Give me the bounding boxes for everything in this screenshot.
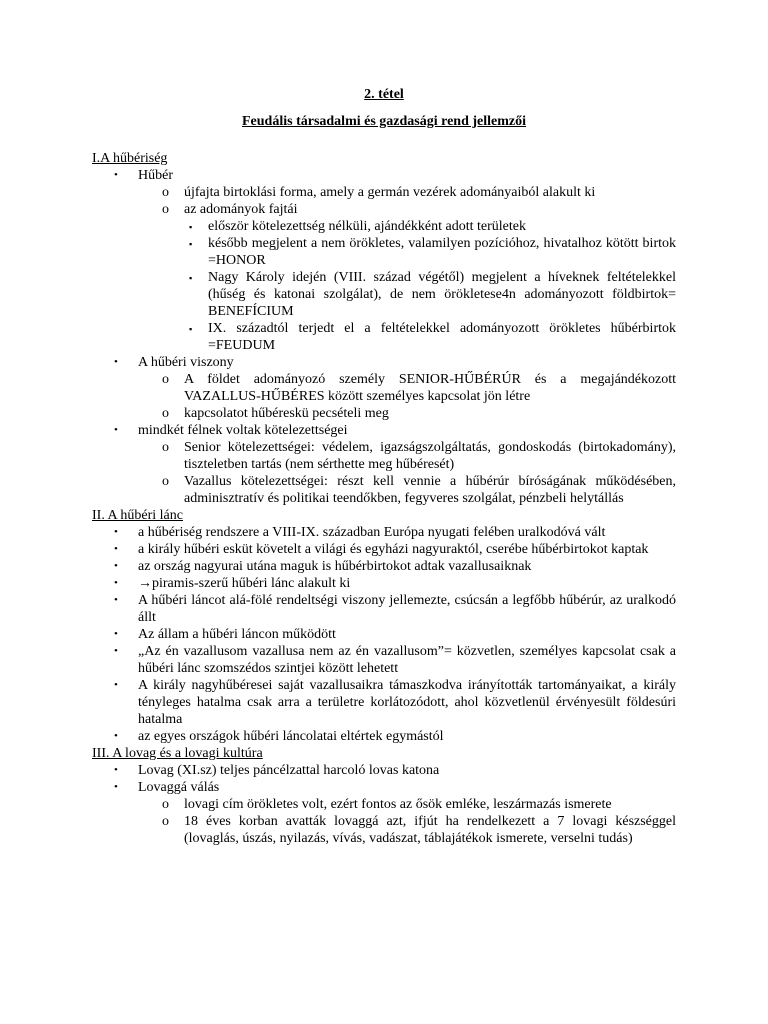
list-item-text: mindkét félnek voltak kötelezettségei: [138, 423, 348, 438]
list-item-text: újfajta birtoklási forma, amely a germán vezérek adományaiból alakult ki: [184, 185, 596, 200]
list-item-text: „Az én vazallusom vazallusa nem az én vazallusom”= közvetlen, személyes kapcsolat csak a hűbéri lánc szomszédos szintjei között lehetett: [138, 644, 676, 676]
list-item-text: az egyes országok hűbéri láncolatai eltértek egymástól: [138, 729, 444, 744]
list-item-text: kapcsolatot hűbéreskü pecsételi meg: [184, 406, 389, 421]
list-item-text: Lovag (XI.sz) teljes páncélzattal harcoló lovas katona: [138, 763, 440, 778]
list-item-text: →piramis-szerű hűbéri lánc alakult ki: [138, 576, 351, 591]
list-item: [92, 320, 676, 354]
bullet-icon: •: [114, 560, 118, 572]
list-item: [92, 728, 676, 745]
list-item-text: az adományok fajtái: [184, 202, 298, 217]
list-item-text: Lovaggá válás: [138, 780, 220, 795]
circle-bullet-icon: o: [162, 406, 169, 421]
list-item: [92, 473, 676, 507]
section-list: [92, 167, 676, 507]
circle-bullet-icon: o: [162, 185, 169, 200]
bullet-icon: •: [114, 594, 118, 606]
list-item: [92, 592, 676, 626]
list-item: [92, 677, 676, 728]
list-item-text: Nagy Károly idején (VIII. század végétől) megjelent a híveknek feltételekkel (hűség és katonai szolgálat), de nem örökletese4n adományozott földbirtok= BENEFÍCIUM: [208, 270, 676, 319]
bullet-icon: •: [114, 526, 118, 538]
list-item-text: Az állam a hűbéri láncon működött: [138, 627, 336, 642]
list-item: [92, 524, 676, 541]
list-item-text: Vazallus kötelezettségei: részt kell vennie a hűbérúr bíróságának működésében, adminisztratív és politikai teendőkben, fegyveres szolgálat, pénzbeli helytállás: [184, 474, 676, 506]
list-item-text: lovagi cím örökletes volt, ezért fontos az ősök emléke, leszármazás ismerete: [184, 797, 612, 812]
circle-bullet-icon: o: [162, 440, 169, 455]
list-item-text: A földet adományozó személy SENIOR-HŰBÉRÚR és a megajándékozott VAZALLUS-HŰBÉRES között személyes kapcsolat jön létre: [184, 372, 676, 404]
list-item: [92, 558, 676, 575]
list-item: [92, 762, 676, 779]
list-item: [92, 354, 676, 371]
square-bullet-icon: ▪: [189, 273, 193, 283]
list-item: [92, 796, 676, 813]
document-subtitle: Feudális társadalmi és gazdasági rend jellemzői: [242, 114, 526, 129]
list-item: [92, 167, 676, 184]
list-item: [92, 201, 676, 218]
bullet-icon: •: [114, 730, 118, 742]
square-bullet-icon: ▪: [189, 239, 193, 249]
section-heading: III. A lovag és a lovagi kultúra: [92, 746, 263, 761]
bullet-icon: •: [114, 356, 118, 368]
list-item-text: később megjelent a nem örökletes, valamilyen pozícióhoz, hivatalhoz kötött birtok =HONOR: [208, 236, 676, 268]
bullet-icon: •: [114, 577, 118, 589]
circle-bullet-icon: o: [162, 202, 169, 217]
list-item-text: A hűbéri viszony: [138, 355, 234, 370]
section-list: [92, 762, 676, 847]
circle-bullet-icon: o: [162, 797, 169, 812]
bullet-icon: •: [114, 424, 118, 436]
list-item-text: a hűbériség rendszere a VIII-IX. században Európa nyugati felében uralkodóvá vált: [138, 525, 606, 540]
bullet-icon: •: [114, 169, 118, 181]
circle-bullet-icon: o: [162, 372, 169, 387]
list-item: [92, 371, 676, 405]
square-bullet-icon: ▪: [189, 222, 193, 232]
list-item-text: 18 éves korban avatták lovaggá azt, ifjút ha rendelkezett a 7 lovagi készséggel (lovaglás, úszás, nyilazás, vívás, vadászat, táblajátékok ismerete, verselni tudás): [184, 814, 676, 846]
document-body: [92, 150, 676, 847]
list-item-text: IX. századtól terjedt el a feltételekkel adományozott örökletes hűbérbirtok =FEUDUM: [208, 321, 676, 353]
list-item-text: Senior kötelezettségei: védelem, igazságszolgáltatás, gondoskodás (birtokadomány), tiszteletben tartás (nem sérthette meg hűbéresét): [184, 440, 676, 472]
bullet-icon: •: [114, 645, 118, 657]
list-item: [92, 235, 676, 269]
list-item: [92, 184, 676, 201]
bullet-icon: •: [114, 628, 118, 640]
circle-bullet-icon: o: [162, 474, 169, 489]
document-title: 2. tétel: [364, 87, 404, 102]
list-item: [92, 405, 676, 422]
list-item: [92, 218, 676, 235]
list-item: [92, 541, 676, 558]
section-heading: II. A hűbéri lánc: [92, 508, 183, 523]
document-page: [92, 86, 676, 847]
list-item: [92, 626, 676, 643]
list-item-text: A király nagyhűbéresei saját vazallusaikra támaszkodva irányították tartományaikat, a király tényleges hatalma csak arra a területre korlátozódott, ahol közvetlenül érvényesült földesúri hatalma: [138, 678, 676, 727]
list-item-text: Hűbér: [138, 168, 173, 183]
square-bullet-icon: ▪: [189, 324, 193, 334]
list-item: [92, 269, 676, 320]
list-item: [92, 575, 676, 592]
bullet-icon: •: [114, 764, 118, 776]
list-item-text: a király hűbéri esküt követelt a világi és egyházi nagyuraktól, cserébe hűbérbirtokot kaptak: [138, 542, 649, 557]
bullet-icon: •: [114, 679, 118, 691]
list-item-text: A hűbéri láncot alá-fölé rendeltségi viszony jellemezte, csúcsán a legfőbb hűbérúr, az uralkodó állt: [138, 593, 676, 625]
list-item: [92, 813, 676, 847]
bullet-icon: •: [114, 543, 118, 555]
list-item: [92, 439, 676, 473]
circle-bullet-icon: o: [162, 814, 169, 829]
list-item-text: először kötelezettség nélküli, ajándékként adott területek: [208, 219, 526, 234]
list-item: [92, 779, 676, 796]
list-item: [92, 422, 676, 439]
bullet-icon: •: [114, 781, 118, 793]
list-item: [92, 643, 676, 677]
section-list: [92, 524, 676, 745]
list-item-text: az ország nagyurai utána maguk is hűbérbirtokot adtak vazallusaiknak: [138, 559, 532, 574]
section-heading: I.A hűbériség: [92, 151, 168, 166]
